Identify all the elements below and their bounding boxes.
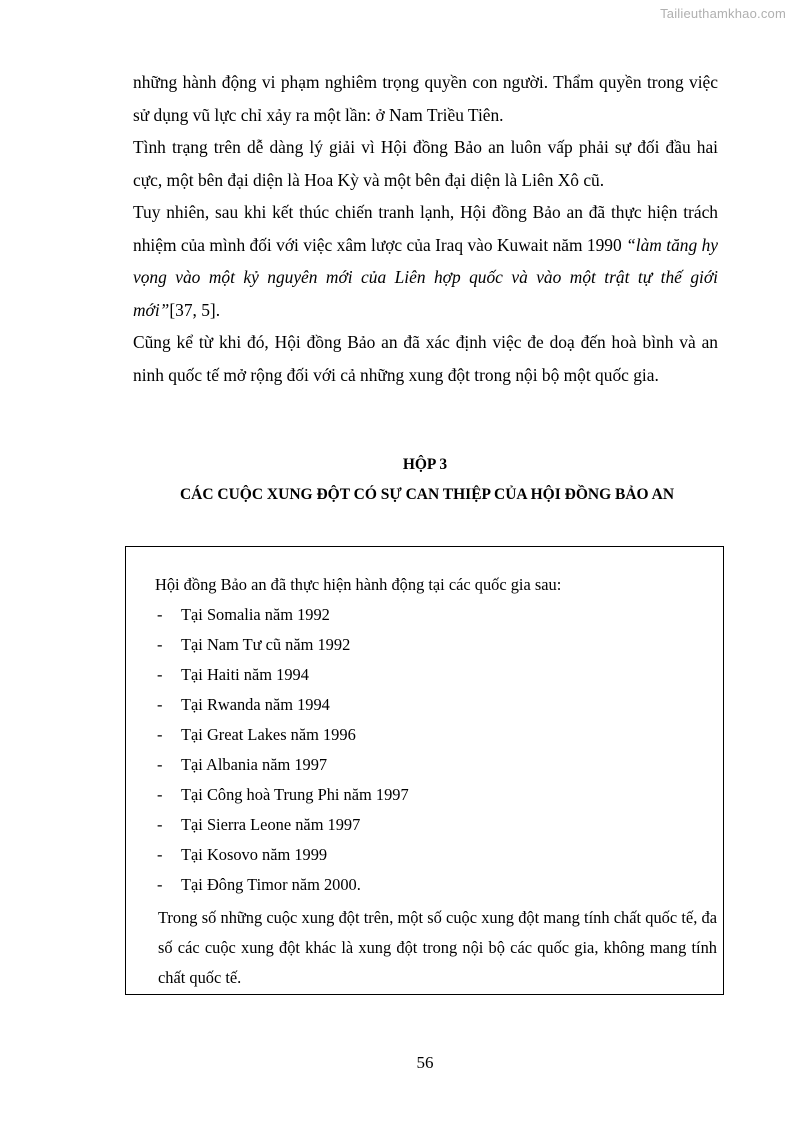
paragraph-1: những hành động vi phạm nghiêm trọng quyền con người. Thẩm quyền trong việc sử dụng vũ lực chỉ xảy ra một lần: ở Nam Triều Tiên.: [133, 72, 718, 125]
page-number: 56: [416, 1053, 434, 1072]
list-item: - Tại Somalia năm 1992: [157, 605, 330, 624]
list-item: - Tại Haiti năm 1994: [157, 665, 309, 684]
list-item: - Tại Công hoà Trung Phi năm 1997: [157, 785, 409, 804]
box-intro: Hội đồng Bảo an đã thực hiện hành động tại các quốc gia sau:: [155, 575, 562, 594]
box-title: CÁC CUỘC XUNG ĐỘT CÓ SỰ CAN THIỆP CỦA HỘI ĐỒNG BẢO AN: [179, 486, 675, 503]
paragraph-2: Tình trạng trên dễ dàng lý giải vì Hội đồng Bảo an luôn vấp phải sự đối đầu hai cực, một bên đại diện là Hoa Kỳ và một bên đại diện là Liên Xô cũ.: [133, 137, 718, 190]
list-item: - Tại Đông Timor năm 2000.: [157, 875, 361, 894]
paragraph-4: Cũng kể từ khi đó, Hội đồng Bảo an đã xác định việc đe doạ đến hoà bình và an ninh quốc tế mở rộng đối với cả những xung đột trong nội bộ một quốc gia.: [133, 332, 718, 385]
paragraph-3-text: Tuy nhiên, sau khi kết thúc chiến tranh lạnh, Hội đồng Bảo an đã thực hiện trách nhiệm của mình đối với việc xâm lược của Iraq vào Kuwait năm 1990: [133, 202, 718, 255]
list-item: - Tại Nam Tư cũ năm 1992: [157, 635, 351, 654]
watermark: Tailieuthamkhao.com: [660, 6, 786, 21]
list-item: - Tại Great Lakes năm 1996: [157, 725, 356, 744]
country-list: [155, 604, 409, 904]
list-item: - Tại Kosovo năm 1999: [157, 845, 328, 864]
list-item: - Tại Rwanda năm 1994: [157, 695, 330, 714]
list-item: - Tại Albania năm 1997: [157, 755, 328, 774]
list-item: - Tại Sierra Leone năm 1997: [157, 815, 361, 834]
box-label: HỘP 3: [402, 456, 448, 473]
body-text: [133, 66, 718, 391]
box-conclusion: Trong số những cuộc xung đột trên, một số cuộc xung đột mang tính chất quốc tế, đa số các cuộc xung đột khác là xung đột trong nội bộ các quốc gia, không mang tính chất quốc tế.: [158, 908, 717, 987]
citation: [37, 5].: [169, 299, 221, 320]
quote-text: “làm tăng hy vọng vào một kỷ nguyên mới của Liên hợp quốc và vào một trật tự thế giới mới”: [133, 234, 718, 320]
paragraph-3: [133, 196, 718, 326]
